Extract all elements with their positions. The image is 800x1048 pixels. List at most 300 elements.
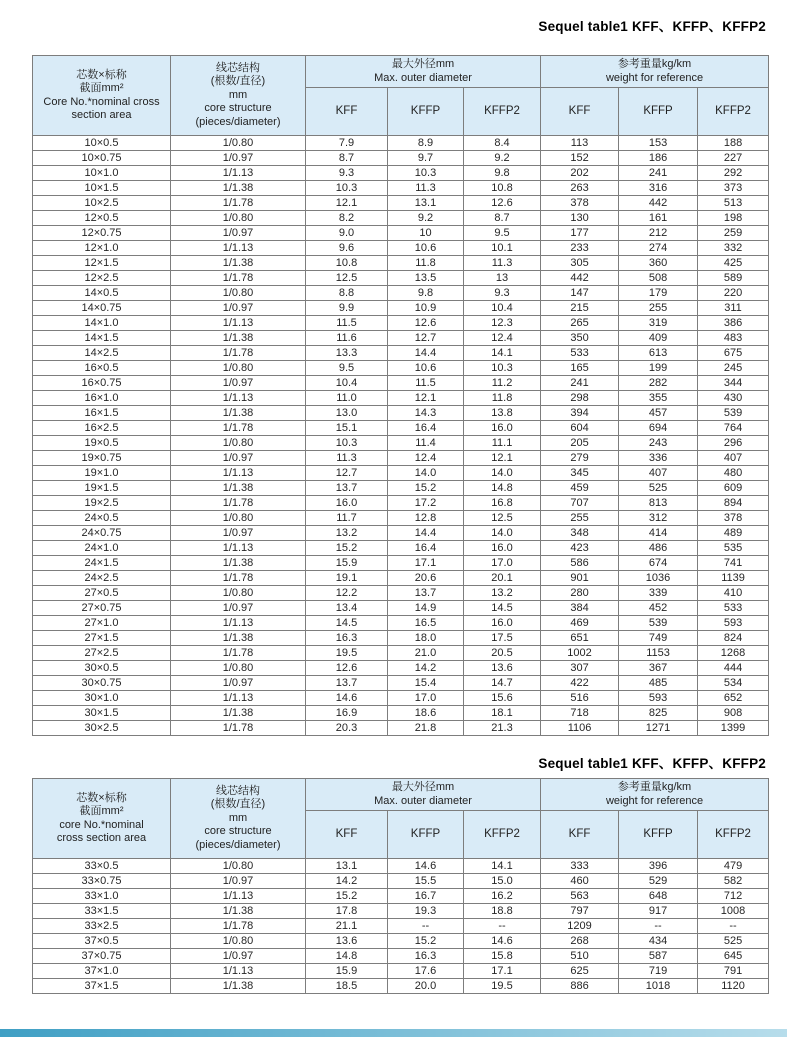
header-subcolumn: KFFP2 <box>698 88 769 136</box>
data-cell: 33×0.5 <box>33 859 171 874</box>
header-structure-column: 线芯结构 (根数/直径) mm core structure (pieces/diameter) <box>171 779 306 859</box>
data-cell: 21.1 <box>306 919 388 934</box>
data-cell: 19×1.5 <box>33 481 171 496</box>
data-cell: 259 <box>698 226 769 241</box>
data-cell: 16.0 <box>306 496 388 511</box>
data-cell: 1/1.78 <box>171 919 306 934</box>
data-cell: 215 <box>541 301 619 316</box>
data-cell: 442 <box>619 196 698 211</box>
data-cell: 1/1.13 <box>171 964 306 979</box>
data-cell: 9.3 <box>306 166 388 181</box>
data-cell: 241 <box>541 376 619 391</box>
data-cell: 30×1.0 <box>33 691 171 706</box>
data-cell: 14.0 <box>464 526 541 541</box>
data-cell: 13.7 <box>388 586 464 601</box>
data-cell: 9.7 <box>388 151 464 166</box>
data-cell: 274 <box>619 241 698 256</box>
data-cell: 1/1.38 <box>171 481 306 496</box>
spec-table-2 <box>32 778 769 994</box>
data-cell: 13.2 <box>464 586 541 601</box>
data-cell: 525 <box>619 481 698 496</box>
data-cell: 10.8 <box>464 181 541 196</box>
data-cell: 27×1.5 <box>33 631 171 646</box>
data-cell: 10.3 <box>306 181 388 196</box>
table-row <box>33 181 769 196</box>
data-cell: 1/1.78 <box>171 646 306 661</box>
data-cell: 10.9 <box>388 301 464 316</box>
data-cell: 33×2.5 <box>33 919 171 934</box>
table-row <box>33 391 769 406</box>
data-cell: 539 <box>698 406 769 421</box>
header-subcolumn: KFFP <box>388 88 464 136</box>
data-cell: 764 <box>698 421 769 436</box>
data-cell: 407 <box>698 451 769 466</box>
data-cell: 17.8 <box>306 904 388 919</box>
data-cell: 24×0.5 <box>33 511 171 526</box>
data-cell: 27×0.75 <box>33 601 171 616</box>
data-cell: 18.0 <box>388 631 464 646</box>
data-cell: 535 <box>698 541 769 556</box>
data-cell: 373 <box>698 181 769 196</box>
data-cell: 11.7 <box>306 511 388 526</box>
data-cell: 333 <box>541 859 619 874</box>
data-cell: 348 <box>541 526 619 541</box>
data-cell: 345 <box>541 466 619 481</box>
data-cell: 9.5 <box>306 361 388 376</box>
data-cell: 12.5 <box>464 511 541 526</box>
data-cell: 1/0.97 <box>171 526 306 541</box>
data-cell: 14.2 <box>388 661 464 676</box>
data-cell: 279 <box>541 451 619 466</box>
data-cell: 30×0.75 <box>33 676 171 691</box>
table-row <box>33 691 769 706</box>
data-cell: 444 <box>698 661 769 676</box>
data-cell: 9.0 <box>306 226 388 241</box>
data-cell: 469 <box>541 616 619 631</box>
data-cell: 17.0 <box>388 691 464 706</box>
data-cell: 1/1.38 <box>171 904 306 919</box>
data-cell: 11.1 <box>464 436 541 451</box>
data-cell: 791 <box>698 964 769 979</box>
data-cell: 13.7 <box>306 481 388 496</box>
data-cell: 593 <box>619 691 698 706</box>
data-cell: 12.6 <box>388 316 464 331</box>
data-cell: 1271 <box>619 721 698 736</box>
data-cell: 14.0 <box>464 466 541 481</box>
data-cell: 8.7 <box>464 211 541 226</box>
data-cell: 15.0 <box>464 874 541 889</box>
data-cell: 30×1.5 <box>33 706 171 721</box>
data-cell: 10×0.5 <box>33 136 171 151</box>
data-cell: 718 <box>541 706 619 721</box>
data-cell: 15.4 <box>388 676 464 691</box>
header-subcolumn: KFFP <box>619 88 698 136</box>
data-cell: 188 <box>698 136 769 151</box>
data-cell: 886 <box>541 979 619 994</box>
data-cell: 12.2 <box>306 586 388 601</box>
data-cell: 12×0.75 <box>33 226 171 241</box>
data-cell: 12.1 <box>464 451 541 466</box>
spec-table-1-header <box>33 56 769 136</box>
data-cell: 9.2 <box>464 151 541 166</box>
table-row <box>33 526 769 541</box>
data-cell: 33×0.75 <box>33 874 171 889</box>
data-cell: 11.8 <box>464 391 541 406</box>
data-cell: 1/1.13 <box>171 316 306 331</box>
data-cell: 1/0.80 <box>171 136 306 151</box>
data-cell: 1/0.97 <box>171 376 306 391</box>
data-cell: 9.8 <box>388 286 464 301</box>
data-cell: 13.0 <box>306 406 388 421</box>
data-cell: -- <box>464 919 541 934</box>
data-cell: 15.2 <box>388 481 464 496</box>
data-cell: 604 <box>541 421 619 436</box>
data-cell: 21.0 <box>388 646 464 661</box>
data-cell: 9.5 <box>464 226 541 241</box>
table1-title: Sequel table1 KFF、KFFP、KFFP2 <box>538 19 766 34</box>
table-row <box>33 964 769 979</box>
data-cell: 280 <box>541 586 619 601</box>
data-cell: 1/1.13 <box>171 616 306 631</box>
data-cell: 30×0.5 <box>33 661 171 676</box>
data-cell: 14.5 <box>306 616 388 631</box>
data-cell: 430 <box>698 391 769 406</box>
data-cell: 16.7 <box>388 889 464 904</box>
data-cell: 14.4 <box>388 346 464 361</box>
data-cell: 824 <box>698 631 769 646</box>
table-row <box>33 271 769 286</box>
data-cell: 707 <box>541 496 619 511</box>
data-cell: 534 <box>698 676 769 691</box>
table-row <box>33 541 769 556</box>
data-cell: 16×1.0 <box>33 391 171 406</box>
data-cell: 10.4 <box>306 376 388 391</box>
table-row <box>33 571 769 586</box>
data-cell: 18.6 <box>388 706 464 721</box>
data-cell: 1/1.78 <box>171 271 306 286</box>
table-row <box>33 151 769 166</box>
data-cell: 186 <box>619 151 698 166</box>
data-cell: 489 <box>698 526 769 541</box>
spec-table-2-body <box>33 859 769 994</box>
data-cell: 16.3 <box>388 949 464 964</box>
table-row <box>33 286 769 301</box>
data-cell: 423 <box>541 541 619 556</box>
data-cell: 1/1.38 <box>171 256 306 271</box>
data-cell: 8.4 <box>464 136 541 151</box>
data-cell: 1399 <box>698 721 769 736</box>
header-subcolumn: KFFP2 <box>464 88 541 136</box>
data-cell: 1/1.13 <box>171 691 306 706</box>
data-cell: 17.1 <box>464 964 541 979</box>
data-cell: 20.1 <box>464 571 541 586</box>
table-row <box>33 586 769 601</box>
data-cell: 434 <box>619 934 698 949</box>
data-cell: 152 <box>541 151 619 166</box>
data-cell: 675 <box>698 346 769 361</box>
data-cell: 16.4 <box>388 541 464 556</box>
data-cell: 14.7 <box>464 676 541 691</box>
data-cell: 1/1.78 <box>171 496 306 511</box>
data-cell: 14×0.5 <box>33 286 171 301</box>
data-cell: 13.4 <box>306 601 388 616</box>
table-row <box>33 904 769 919</box>
data-cell: 14.6 <box>306 691 388 706</box>
data-cell: 1139 <box>698 571 769 586</box>
table-row <box>33 196 769 211</box>
data-cell: 13.7 <box>306 676 388 691</box>
table-row <box>33 421 769 436</box>
data-cell: 1008 <box>698 904 769 919</box>
data-cell: 1/1.38 <box>171 556 306 571</box>
data-cell: 16×2.5 <box>33 421 171 436</box>
data-cell: 593 <box>698 616 769 631</box>
data-cell: 14×0.75 <box>33 301 171 316</box>
data-cell: 407 <box>619 466 698 481</box>
data-cell: 13.1 <box>306 859 388 874</box>
data-cell: 30×2.5 <box>33 721 171 736</box>
data-cell: 1/1.78 <box>171 196 306 211</box>
data-cell: 19.1 <box>306 571 388 586</box>
header-subcolumn: KFF <box>306 88 388 136</box>
data-cell: 749 <box>619 631 698 646</box>
table-row <box>33 361 769 376</box>
data-cell: 1/0.97 <box>171 949 306 964</box>
data-cell: 27×0.5 <box>33 586 171 601</box>
data-cell: 227 <box>698 151 769 166</box>
data-cell: 19.5 <box>306 646 388 661</box>
data-cell: 13.1 <box>388 196 464 211</box>
header-core-column: 芯数×标称 截面mm² Core No.*nominal cross section area <box>33 56 171 136</box>
data-cell: 12×1.5 <box>33 256 171 271</box>
data-cell: 1/0.80 <box>171 859 306 874</box>
data-cell: 20.6 <box>388 571 464 586</box>
data-cell: 16.9 <box>306 706 388 721</box>
data-cell: 17.5 <box>464 631 541 646</box>
data-cell: 1/1.13 <box>171 466 306 481</box>
data-cell: 1/0.97 <box>171 226 306 241</box>
data-cell: 894 <box>698 496 769 511</box>
data-cell: 1018 <box>619 979 698 994</box>
data-cell: 480 <box>698 466 769 481</box>
data-cell: 11.3 <box>306 451 388 466</box>
data-cell: 625 <box>541 964 619 979</box>
data-cell: 587 <box>619 949 698 964</box>
table-row <box>33 226 769 241</box>
table-row <box>33 316 769 331</box>
table-row <box>33 721 769 736</box>
data-cell: 409 <box>619 331 698 346</box>
data-cell: 14.8 <box>306 949 388 964</box>
data-cell: 268 <box>541 934 619 949</box>
data-cell: 19×1.0 <box>33 466 171 481</box>
data-cell: 1/0.80 <box>171 361 306 376</box>
data-cell: 1/0.97 <box>171 151 306 166</box>
data-cell: 13.6 <box>306 934 388 949</box>
data-cell: 9.9 <box>306 301 388 316</box>
data-cell: 21.8 <box>388 721 464 736</box>
data-cell: 11.3 <box>388 181 464 196</box>
data-cell: 410 <box>698 586 769 601</box>
data-cell: -- <box>619 919 698 934</box>
data-cell: 1/1.13 <box>171 241 306 256</box>
data-cell: 11.6 <box>306 331 388 346</box>
data-cell: 12.3 <box>464 316 541 331</box>
data-cell: 414 <box>619 526 698 541</box>
data-cell: 165 <box>541 361 619 376</box>
data-cell: 14.0 <box>388 466 464 481</box>
spec-table-1-body <box>33 136 769 736</box>
data-cell: 459 <box>541 481 619 496</box>
data-cell: 202 <box>541 166 619 181</box>
data-cell: 10×1.5 <box>33 181 171 196</box>
data-cell: 513 <box>698 196 769 211</box>
table-row <box>33 889 769 904</box>
data-cell: 16×0.75 <box>33 376 171 391</box>
header-max-outer-diameter-group: 最大外径mm Max. outer diameter <box>306 56 541 88</box>
header-subcolumn: KFF <box>306 811 388 859</box>
table-row <box>33 466 769 481</box>
data-cell: 674 <box>619 556 698 571</box>
data-cell: 14×1.0 <box>33 316 171 331</box>
data-cell: 21.3 <box>464 721 541 736</box>
data-cell: 14×1.5 <box>33 331 171 346</box>
header-subcolumn: KFFP <box>619 811 698 859</box>
data-cell: 1/1.38 <box>171 331 306 346</box>
data-cell: 15.1 <box>306 421 388 436</box>
data-cell: 1/1.78 <box>171 346 306 361</box>
table-row <box>33 646 769 661</box>
data-cell: 8.2 <box>306 211 388 226</box>
data-cell: 516 <box>541 691 619 706</box>
table2-title: Sequel table1 KFF、KFFP、KFFP2 <box>538 756 766 771</box>
data-cell: 11.3 <box>464 256 541 271</box>
data-cell: 243 <box>619 436 698 451</box>
data-cell: 350 <box>541 331 619 346</box>
data-cell: 12.6 <box>464 196 541 211</box>
data-cell: 20.0 <box>388 979 464 994</box>
data-cell: 386 <box>698 316 769 331</box>
data-cell: 645 <box>698 949 769 964</box>
table-row <box>33 301 769 316</box>
data-cell: 694 <box>619 421 698 436</box>
data-cell: 255 <box>619 301 698 316</box>
data-cell: 10.4 <box>464 301 541 316</box>
data-cell: 14×2.5 <box>33 346 171 361</box>
data-cell: 486 <box>619 541 698 556</box>
data-cell: 396 <box>619 859 698 874</box>
data-cell: 15.2 <box>306 889 388 904</box>
data-cell: 13.2 <box>306 526 388 541</box>
data-cell: 1/1.78 <box>171 721 306 736</box>
data-cell: 19.3 <box>388 904 464 919</box>
data-cell: 609 <box>698 481 769 496</box>
data-cell: 425 <box>698 256 769 271</box>
data-cell: 901 <box>541 571 619 586</box>
table-row <box>33 136 769 151</box>
data-cell: 479 <box>698 859 769 874</box>
data-cell: 13.8 <box>464 406 541 421</box>
data-cell: 15.9 <box>306 556 388 571</box>
data-cell: 18.1 <box>464 706 541 721</box>
table-row <box>33 949 769 964</box>
data-cell: 1/0.97 <box>171 676 306 691</box>
data-cell: 14.8 <box>464 481 541 496</box>
data-cell: 14.4 <box>388 526 464 541</box>
data-cell: 130 <box>541 211 619 226</box>
data-cell: 179 <box>619 286 698 301</box>
table-row <box>33 496 769 511</box>
data-cell: 16.3 <box>306 631 388 646</box>
data-cell: 510 <box>541 949 619 964</box>
data-cell: 16.0 <box>464 421 541 436</box>
header-structure-column: 线芯结构 (根数/直径) mm core structure (pieces/diameter) <box>171 56 306 136</box>
data-cell: 1153 <box>619 646 698 661</box>
data-cell: 17.0 <box>464 556 541 571</box>
data-cell: 199 <box>619 361 698 376</box>
data-cell: 452 <box>619 601 698 616</box>
data-cell: -- <box>698 919 769 934</box>
data-cell: 1036 <box>619 571 698 586</box>
data-cell: 10×2.5 <box>33 196 171 211</box>
data-cell: 312 <box>619 511 698 526</box>
data-cell: 1/1.13 <box>171 391 306 406</box>
data-cell: 13.5 <box>388 271 464 286</box>
data-cell: 14.6 <box>464 934 541 949</box>
data-cell: 14.9 <box>388 601 464 616</box>
data-cell: 11.8 <box>388 256 464 271</box>
data-cell: 1/0.80 <box>171 586 306 601</box>
data-cell: 384 <box>541 601 619 616</box>
data-cell: 16.0 <box>464 541 541 556</box>
data-cell: 1/1.38 <box>171 631 306 646</box>
data-cell: 305 <box>541 256 619 271</box>
table-row <box>33 631 769 646</box>
data-cell: 10×0.75 <box>33 151 171 166</box>
header-subcolumn: KFF <box>541 88 619 136</box>
data-cell: 24×1.5 <box>33 556 171 571</box>
data-cell: 1/0.80 <box>171 436 306 451</box>
data-cell: 1/0.97 <box>171 874 306 889</box>
table-row <box>33 676 769 691</box>
data-cell: 19×0.5 <box>33 436 171 451</box>
data-cell: 1/1.13 <box>171 166 306 181</box>
data-cell: 205 <box>541 436 619 451</box>
data-cell: 339 <box>619 586 698 601</box>
data-cell: 1/1.78 <box>171 421 306 436</box>
data-cell: 483 <box>698 331 769 346</box>
data-cell: 344 <box>698 376 769 391</box>
data-cell: 1268 <box>698 646 769 661</box>
data-cell: 533 <box>698 601 769 616</box>
data-cell: 15.8 <box>464 949 541 964</box>
data-cell: 485 <box>619 676 698 691</box>
data-cell: 9.8 <box>464 166 541 181</box>
data-cell: 8.8 <box>306 286 388 301</box>
table-row <box>33 256 769 271</box>
data-cell: 292 <box>698 166 769 181</box>
data-cell: 24×0.75 <box>33 526 171 541</box>
data-cell: 13.3 <box>306 346 388 361</box>
data-cell: 16.0 <box>464 616 541 631</box>
data-cell: 18.8 <box>464 904 541 919</box>
table-row <box>33 406 769 421</box>
data-cell: 198 <box>698 211 769 226</box>
data-cell: 378 <box>541 196 619 211</box>
data-cell: 12.1 <box>306 196 388 211</box>
data-cell: 1/1.13 <box>171 541 306 556</box>
data-cell: 15.9 <box>306 964 388 979</box>
